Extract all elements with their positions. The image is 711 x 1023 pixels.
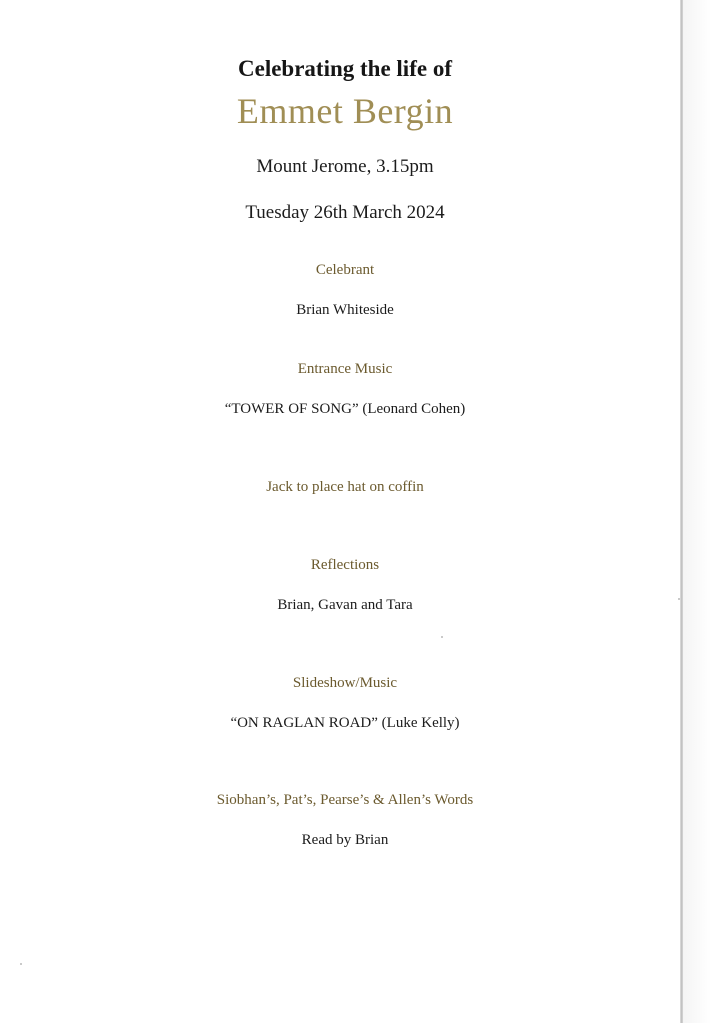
heading: Celebrating the life of <box>238 56 452 81</box>
section-title-hat-on-coffin: Jack to place hat on coffin <box>266 479 424 495</box>
page-edge-shadow <box>683 0 711 1023</box>
section-title-slideshow: Slideshow/Music <box>292 675 398 691</box>
section-title-words: Siobhan’s, Pat’s, Pearse’s & Allen’s Words <box>216 792 474 808</box>
scan-speck <box>20 963 22 965</box>
section-title-entrance-music: Entrance Music <box>297 361 393 377</box>
scan-speck <box>441 636 443 638</box>
section-title-celebrant: Celebrant <box>315 262 375 278</box>
section-body-slideshow: “ON RAGLAN ROAD” (Luke Kelly) <box>230 715 460 731</box>
service-date: Tuesday 26th March 2024 <box>245 202 445 223</box>
section-body-entrance-music: “TOWER OF SONG” (Leonard Cohen) <box>224 401 466 417</box>
deceased-name: Emmet Bergin <box>236 91 454 131</box>
page-edge <box>680 0 683 1023</box>
scan-speck <box>678 598 680 600</box>
section-body-celebrant: Brian Whiteside <box>296 302 394 318</box>
section-title-reflections: Reflections <box>310 557 380 573</box>
venue-time: Mount Jerome, 3.15pm <box>256 156 434 177</box>
section-body-reflections: Brian, Gavan and Tara <box>277 597 413 613</box>
section-body-words: Read by Brian <box>301 832 389 848</box>
